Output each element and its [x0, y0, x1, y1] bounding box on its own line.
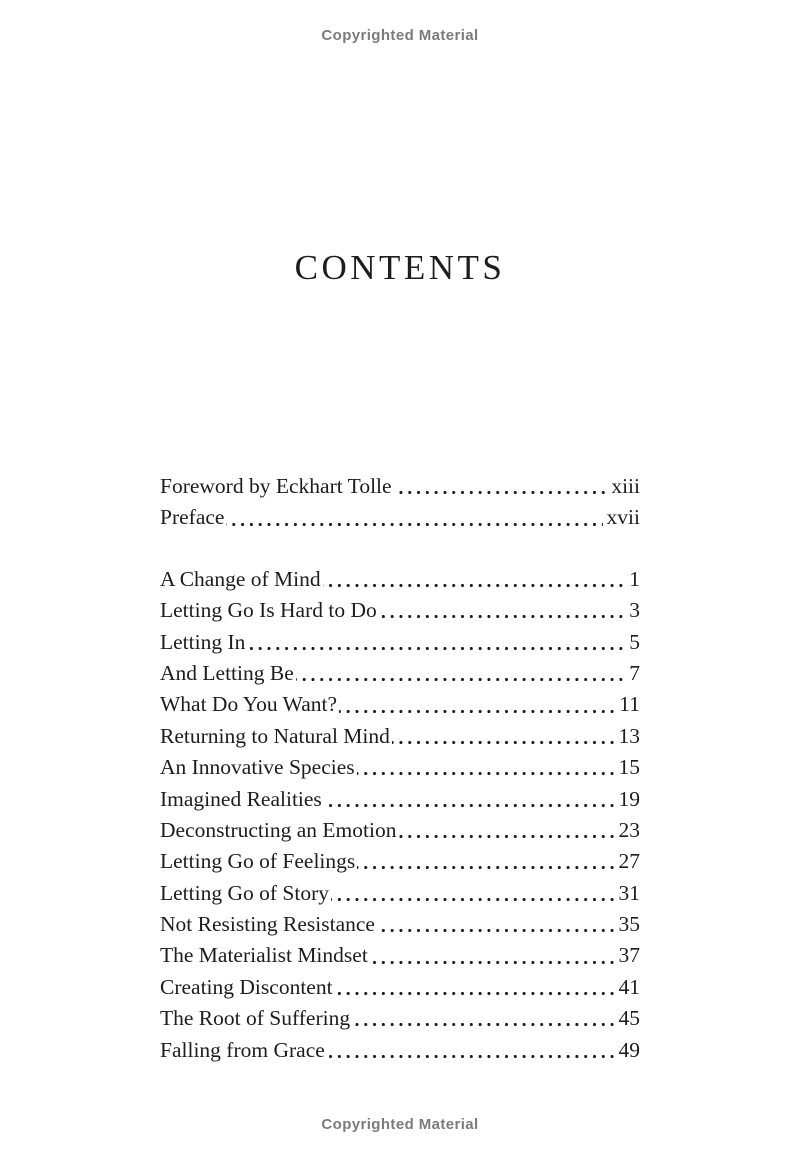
toc-entry-title: The Root of Suffering [160, 1003, 352, 1034]
toc-entry [160, 878, 640, 909]
toc-entry-title: Returning to Natural Mind [160, 721, 392, 752]
toc-entry-title: Falling from Grace [160, 1035, 327, 1066]
toc-entry [160, 471, 640, 502]
toc-entry [160, 972, 640, 1003]
toc-entry-page-number: 15 [615, 752, 641, 783]
toc-entry-title: What Do You Want? [160, 689, 339, 720]
toc-entry [160, 846, 640, 877]
toc-entry-page-number: 23 [615, 815, 641, 846]
toc-entry-title: Creating Discontent [160, 972, 335, 1003]
toc-entry-title: Letting Go Is Hard to Do [160, 595, 379, 626]
toc-entry-page-number: 27 [615, 846, 641, 877]
toc-entry-page-number: 35 [615, 909, 641, 940]
toc-entry [160, 595, 640, 626]
toc-entry [160, 627, 640, 658]
toc-entry-title: Foreword by Eckhart Tolle [160, 471, 394, 502]
toc-entry-page-number: 37 [615, 940, 641, 971]
toc-entry-page-number: 49 [615, 1035, 641, 1066]
toc-entry [160, 784, 640, 815]
toc-entry-title: A Change of Mind [160, 564, 323, 595]
toc-entry-page-number: 31 [615, 878, 641, 909]
toc-entry-title: Deconstructing an Emotion [160, 815, 398, 846]
toc-entry-page-number: 13 [615, 721, 641, 752]
toc-entry-title: The Materialist Mindset [160, 940, 370, 971]
toc-entry-page-number: 11 [615, 689, 640, 720]
toc-entry-title: Letting Go of Story [160, 878, 331, 909]
toc-entry-page-number: 3 [625, 595, 640, 626]
toc-entry [160, 502, 640, 533]
table-of-contents [160, 471, 640, 1066]
toc-chapters-group [160, 564, 640, 1066]
toc-entry-page-number: 41 [615, 972, 641, 1003]
toc-entry-title: Letting Go of Feelings [160, 846, 357, 877]
toc-entry-page-number: 7 [625, 658, 640, 689]
toc-entry [160, 721, 640, 752]
toc-entry-page-number: 5 [625, 627, 640, 658]
page-title: CONTENTS [294, 248, 506, 288]
toc-entry-page-number: 19 [615, 784, 641, 815]
toc-entry-page-number: xiii [607, 471, 640, 502]
toc-entry-page-number: xvii [603, 502, 640, 533]
toc-entry [160, 564, 640, 595]
toc-front-matter-group [160, 471, 640, 534]
toc-entry-title: Letting In [160, 627, 247, 658]
toc-entry-title: Imagined Realities [160, 784, 324, 815]
copyright-notice-bottom: Copyrighted Material [321, 1116, 479, 1133]
toc-entry-title: Preface [160, 502, 226, 533]
toc-entry-title: And Letting Be [160, 658, 296, 689]
toc-entry [160, 1003, 640, 1034]
copyright-notice-top: Copyrighted Material [321, 27, 479, 44]
toc-entry [160, 909, 640, 940]
toc-entry [160, 940, 640, 971]
toc-entry [160, 815, 640, 846]
toc-entry [160, 658, 640, 689]
toc-entry [160, 689, 640, 720]
toc-entry-title: Not Resisting Resistance [160, 909, 377, 940]
toc-entry [160, 752, 640, 783]
toc-entry-page-number: 45 [615, 1003, 641, 1034]
toc-entry [160, 1035, 640, 1066]
toc-entry-page-number: 1 [625, 564, 640, 595]
toc-entry-title: An Innovative Species [160, 752, 357, 783]
